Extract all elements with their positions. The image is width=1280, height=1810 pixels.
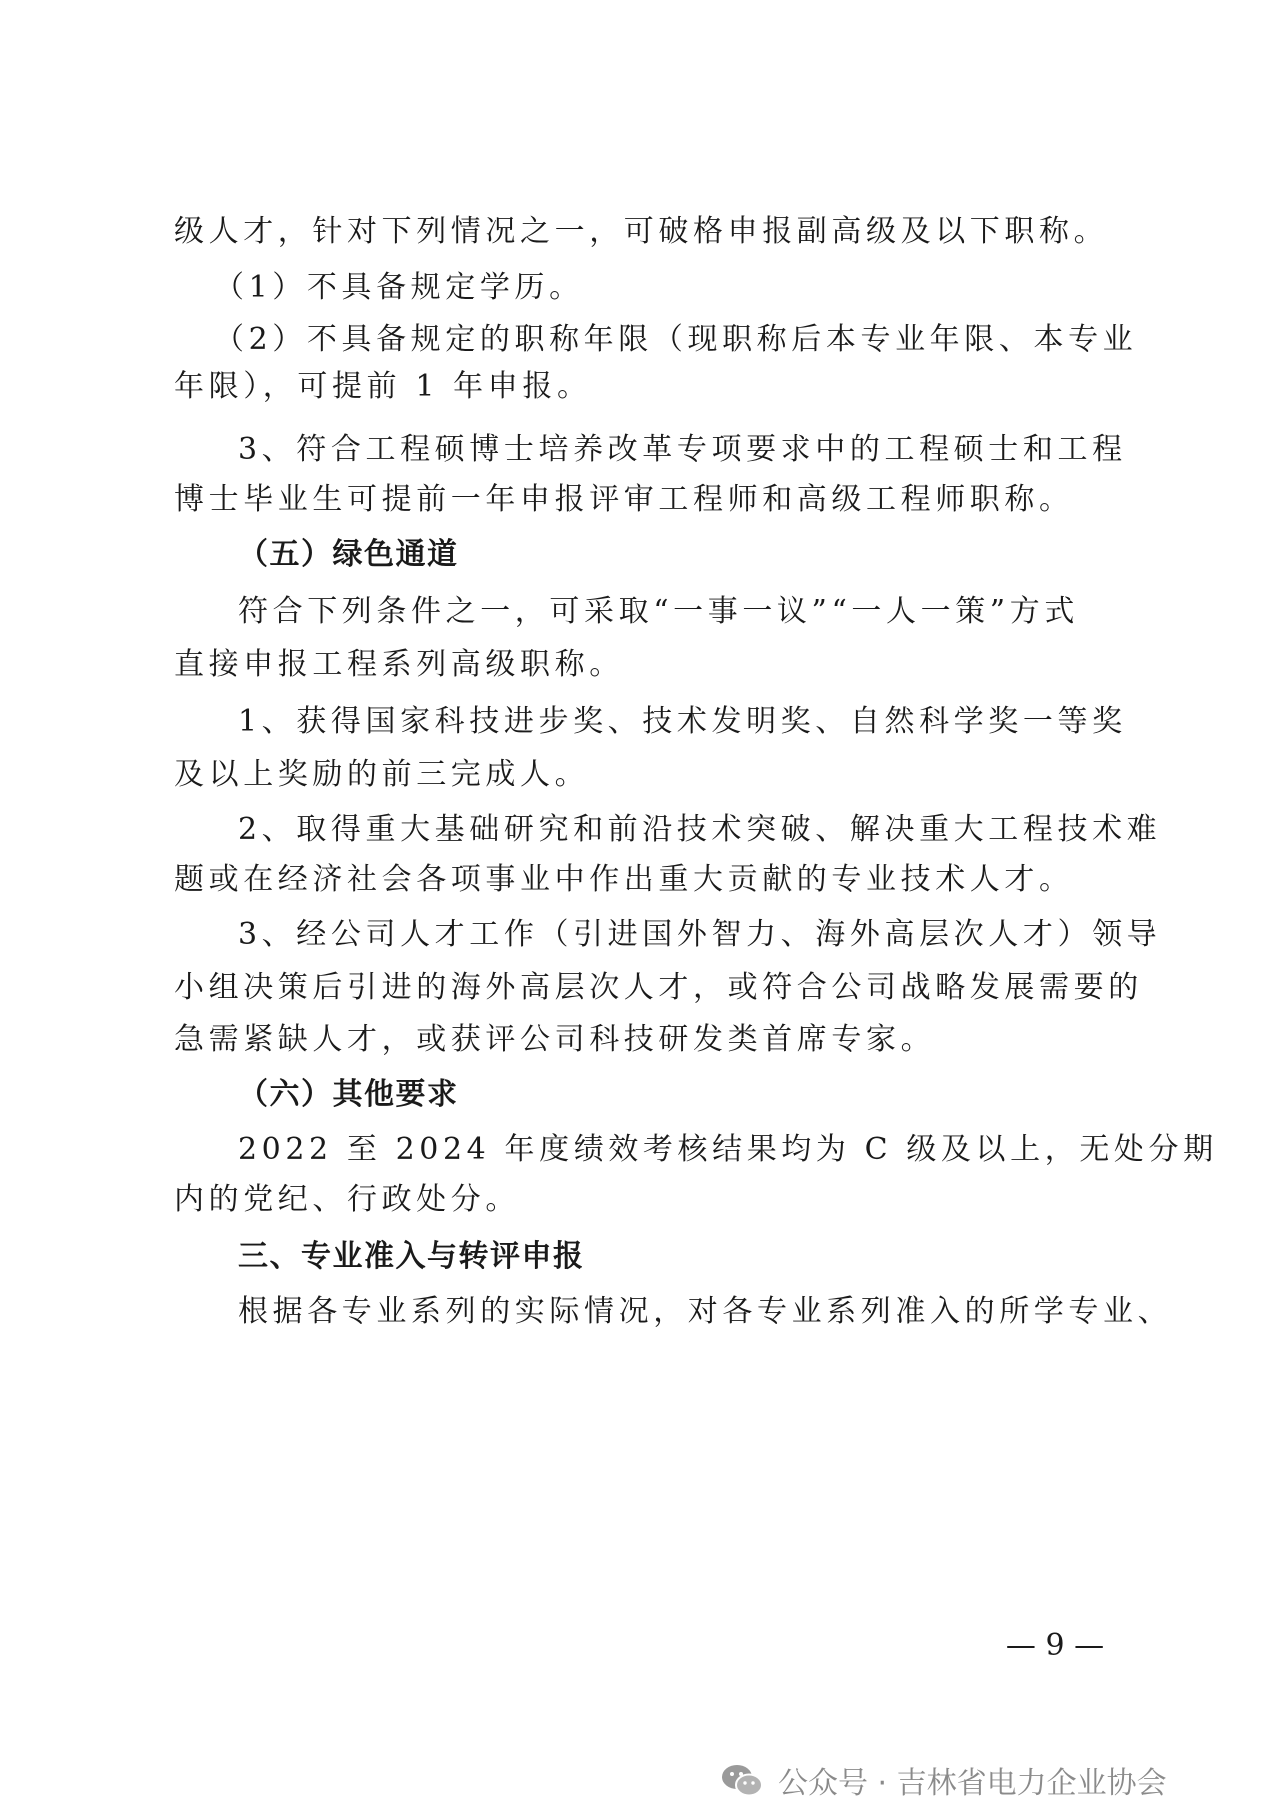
watermark: [720, 1760, 1167, 1800]
paragraph-line: 1、获得国家科技进步奖、技术发明奖、自然科学奖一等奖: [238, 704, 1127, 739]
section-heading: （六）其他要求: [238, 1077, 459, 1112]
paragraph-line: 3、经公司人才工作（引进国外智力、海外高层次人才）领导: [238, 917, 1162, 952]
paragraph-line: 3、符合工程硕博士培养改革专项要求中的工程硕士和工程: [238, 432, 1127, 467]
paragraph-line: 内的党纪、行政处分。: [174, 1182, 520, 1217]
paragraph-line: 2022 至 2024 年度绩效考核结果均为 C 级及以上，无处分期: [238, 1132, 1218, 1167]
section-heading: （五）绿色通道: [238, 537, 459, 572]
paragraph-line: 年限），可提前 1 年申报。: [174, 369, 592, 404]
paragraph-line: 根据各专业系列的实际情况，对各专业系列准入的所学专业、: [238, 1294, 1173, 1329]
paragraph-line: 小组决策后引进的海外高层次人才，或符合公司战略发展需要的: [174, 970, 1143, 1005]
page-number: — 9 —: [1005, 1628, 1105, 1663]
chapter-heading: 三、专业准入与转评申报: [238, 1239, 585, 1274]
paragraph-line: 符合下列条件之一，可采取“一事一议”“一人一策”方式: [238, 594, 1079, 629]
paragraph-line: 及以上奖励的前三完成人。: [174, 757, 590, 792]
watermark-text: 公众号 · 吉林省电力企业协会: [778, 1766, 1167, 1801]
paragraph-line: 博士毕业生可提前一年申报评审工程师和高级工程师职称。: [174, 482, 1074, 517]
paragraph-line: 题或在经济社会各项事业中作出重大贡献的专业技术人才。: [174, 862, 1074, 897]
paragraph-line: 直接申报工程系列高级职称。: [174, 647, 624, 682]
paragraph-line: （2）不具备规定的职称年限（现职称后本专业年限、本专业: [214, 322, 1138, 357]
paragraph-line: （1）不具备规定学历。: [214, 270, 584, 305]
paragraph-line: 级人才，针对下列情况之一，可破格申报副高级及以下职称。: [174, 214, 1109, 249]
paragraph-line: 急需紧缺人才，或获评公司科技研发类首席专家。: [174, 1022, 936, 1057]
paragraph-line: 2、取得重大基础研究和前沿技术突破、解决重大工程技术难: [238, 812, 1162, 847]
wechat-icon: [720, 1763, 764, 1797]
